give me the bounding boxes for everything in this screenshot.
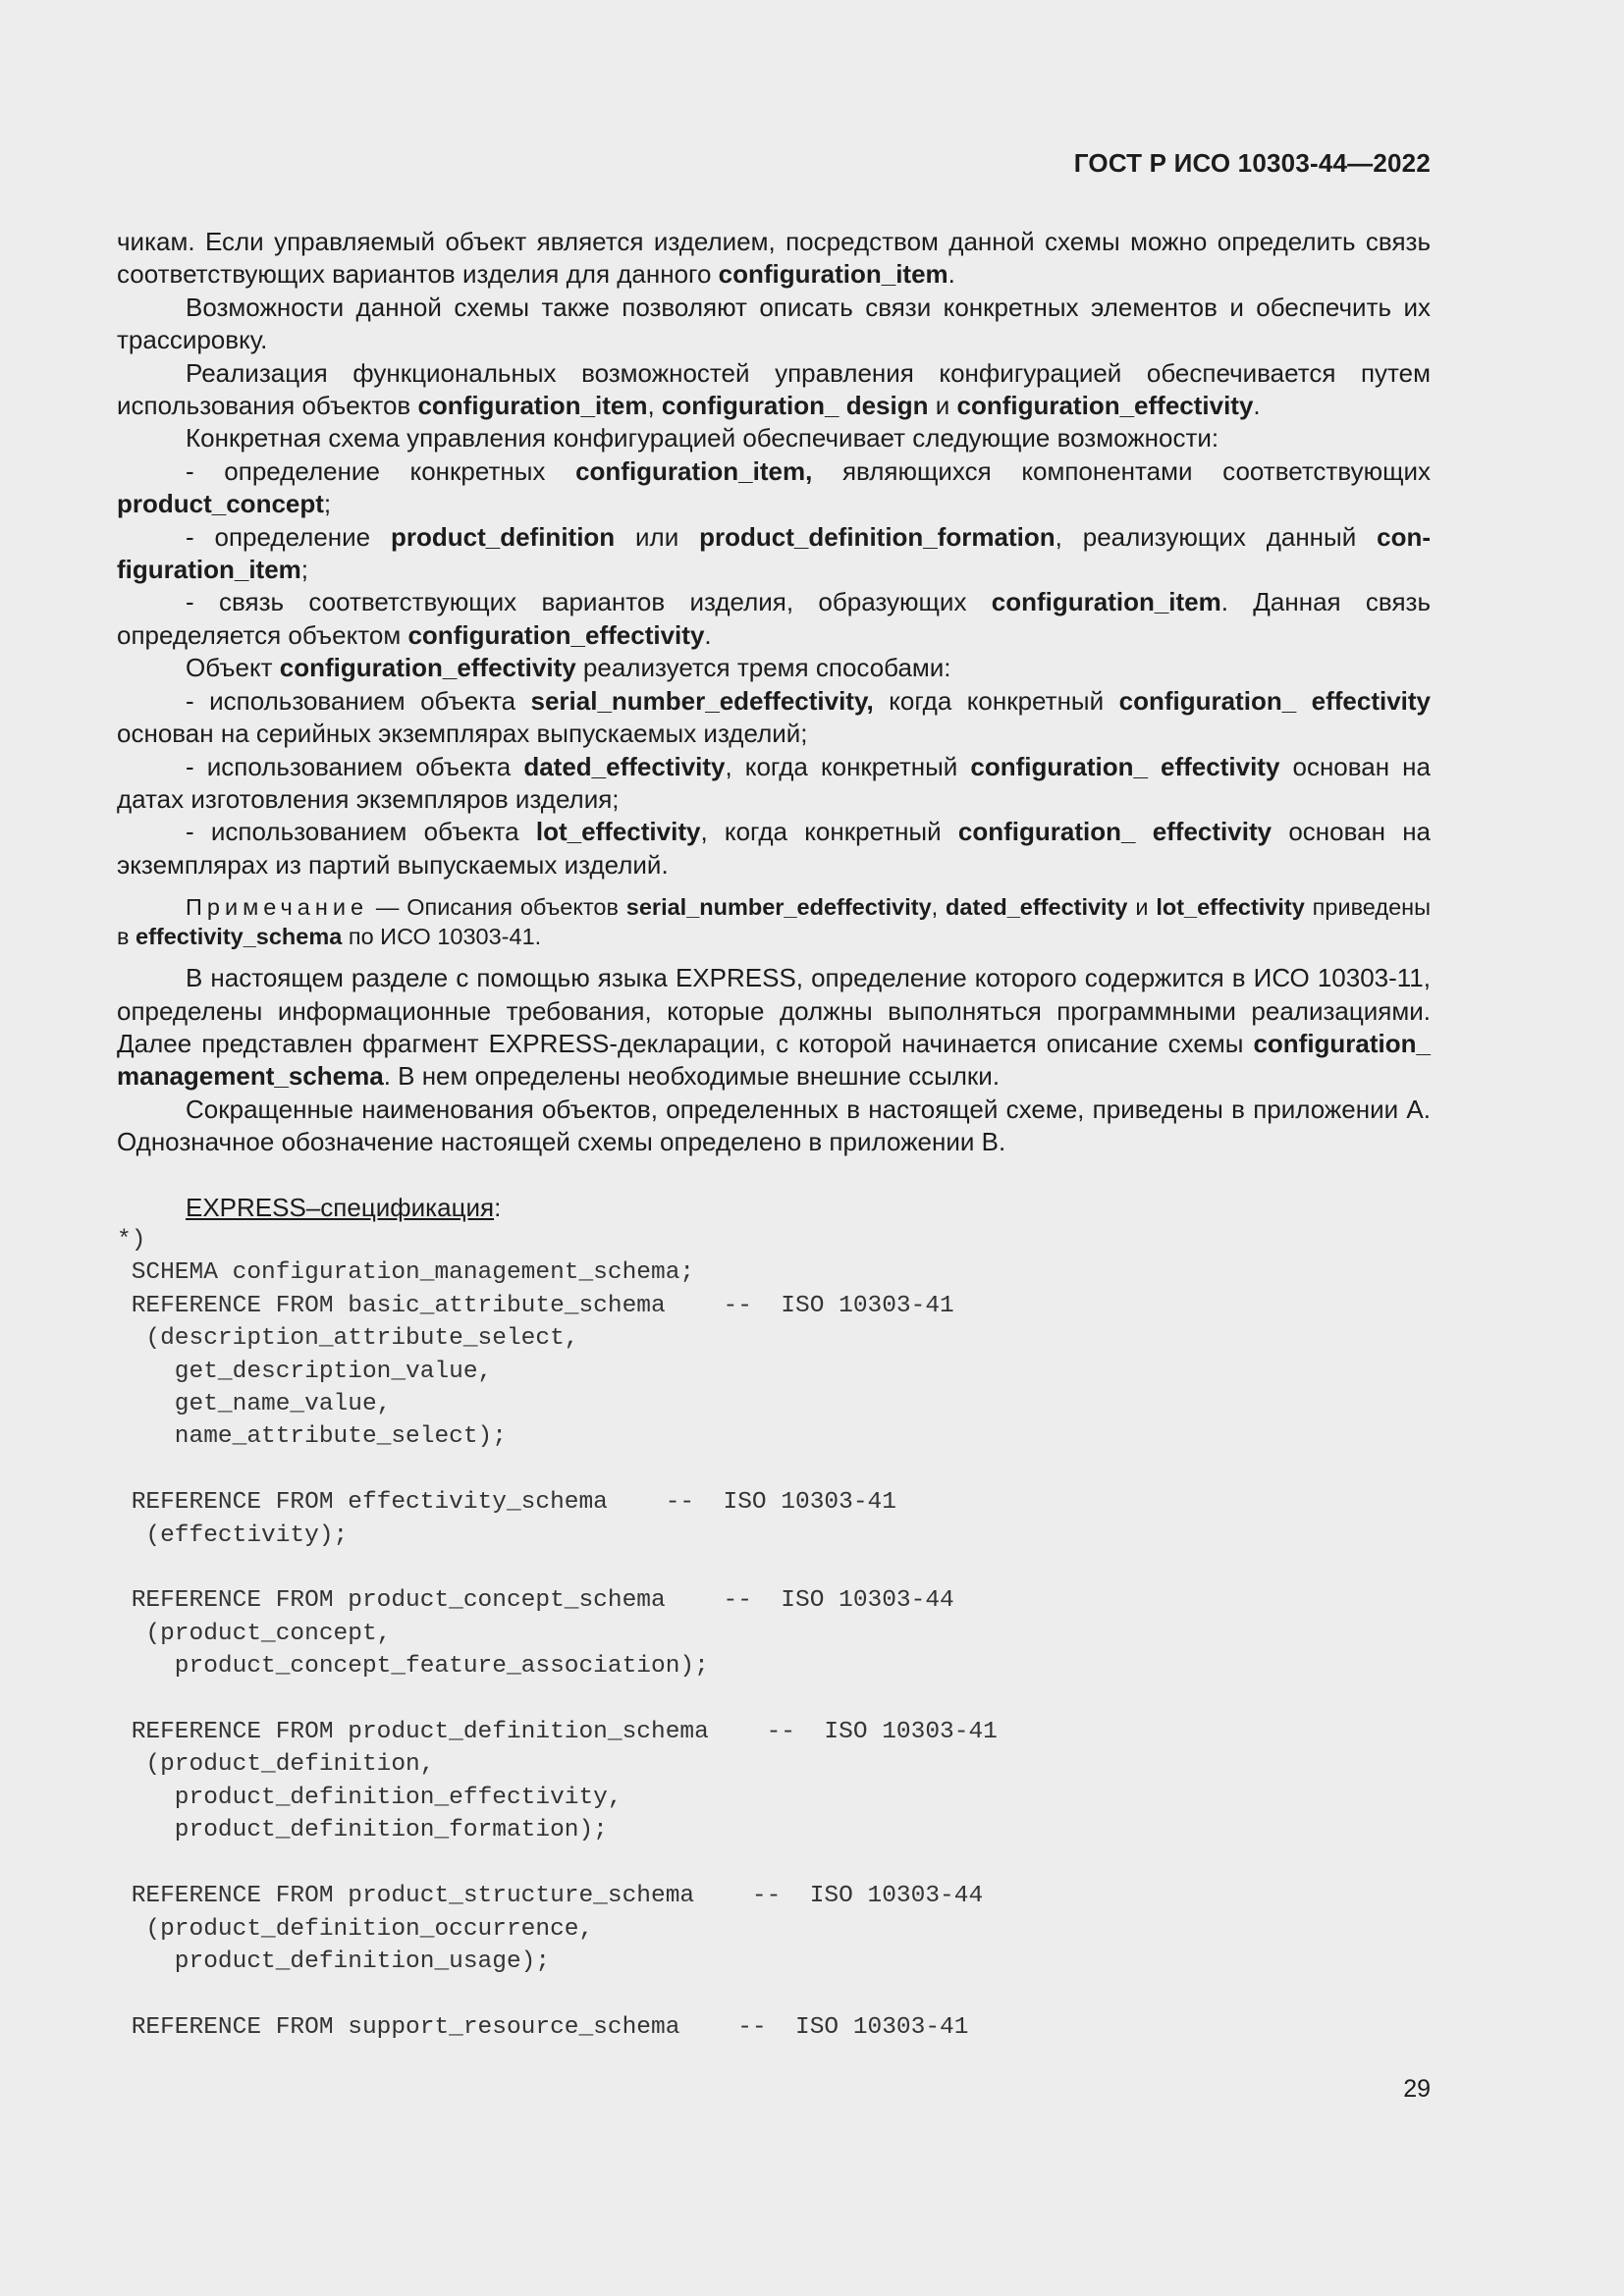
list-item-capability-1: - определение конкретных configuration_item, являющихся компонентами соответствующих product_concept; [117,455,1431,519]
note-label: Примечание [186,894,369,921]
paragraph-methods-intro: Объект configuration_effectivity реализуется тремя способами: [186,653,951,683]
document-header: ГОСТ Р ИСО 10303-44—2022 [1073,148,1431,178]
express-code-block: *) SCHEMA configuration_management_schema; REFERENCE FROM basic_attribute_schema -- ISO 10303-41 (description_attribute_select, get_description_value, get_name_value, name_attribute_select); REFERENCE FROM effectivity_schema -- ISO 10303-41 (effectivity); REFERENCE FROM product_concept_schema -- ISO 10303-44 (product_concept, product_concept_feature_association); REFERENCE FROM product_definition_schema -- ISO 10303-41 (product_definition, product_definition_effectivity, product_definition_formation); REFERENCE FROM product_structure_schema -- ISO 10303-44 (product_definition_occurrence, product_definition_usage); REFERENCE FROM support_resource_schema -- ISO 10303-41 [117,1226,998,2041]
paragraph-traceability: Возможности данной схемы также позволяют описать связи конкретных элементов и обеспечить их трассировку. [117,292,1431,355]
list-item-capability-3: - связь соответствующих вариантов изделия, образующих configuration_item. Данная связь определяется объектом configuration_effectivity. [117,587,1431,650]
list-item-method-3: - использованием объекта lot_effectivity, когда конкретный configuration_ effectivity основан на экземплярах из партий выпускаемых изделий. [117,817,1432,880]
document-body [117,226,1431,2044]
page-number: 29 [1403,2075,1431,2103]
paragraph-express-intro: В настоящем разделе с помощью языка EXPRESS, определение которого содержится в ИСО 10303-11, определены информационные требования, которые должны выполняться программными реализациями. Далее представлен фрагмент EXPRESS-декларации, с которой начинается описание схемы configuration_ management_schema. В нем определены необходимые внешние ссылки. [117,963,1431,1092]
list-item-capability-2: - определение product_definition или product_definition_formation, реализующих данный con-figuration_item; [117,521,1431,585]
paragraph-implementation: Реализация функциональных возможностей управления конфигурацией обеспечивается путем использования объектов configuration_item, configuration_ design и configuration_effectivity. [117,357,1431,421]
express-spec-heading: EXPRESS–спецификация: [186,1192,502,1222]
paragraph-capabilities-intro: Конкретная схема управления конфигурацией обеспечивает следующие возможности: [186,423,1219,454]
list-item-method-1: - использованием объекта serial_number_edeffectivity, когда конкретный configuration_ effectivity основан на серийных экземплярах выпускаемых изделий; [117,685,1432,749]
note: Примечание — Описания объектов serial_number_edeffectivity, dated_effectivity и lot_effectivity приведены в effectivity_schema по ИСО 10303-41. [117,894,1432,950]
paragraph-continuation: чикам. Если управляемый объект является изделием, посредством данной схемы можно определить связь соответствующих вариантов изделия для данного configuration_item. [117,227,1431,290]
paragraph-appendix-reference: Сокращенные наименования объектов, определенных в настоящей схеме, приведены в приложении А. Однозначное обозначение настоящей схемы определено в приложении В. [117,1094,1431,1157]
list-item-method-2: - использованием объекта dated_effectivity, когда конкретный configuration_ effectivity основан на датах изготовления экземпляров изделия; [117,751,1431,814]
